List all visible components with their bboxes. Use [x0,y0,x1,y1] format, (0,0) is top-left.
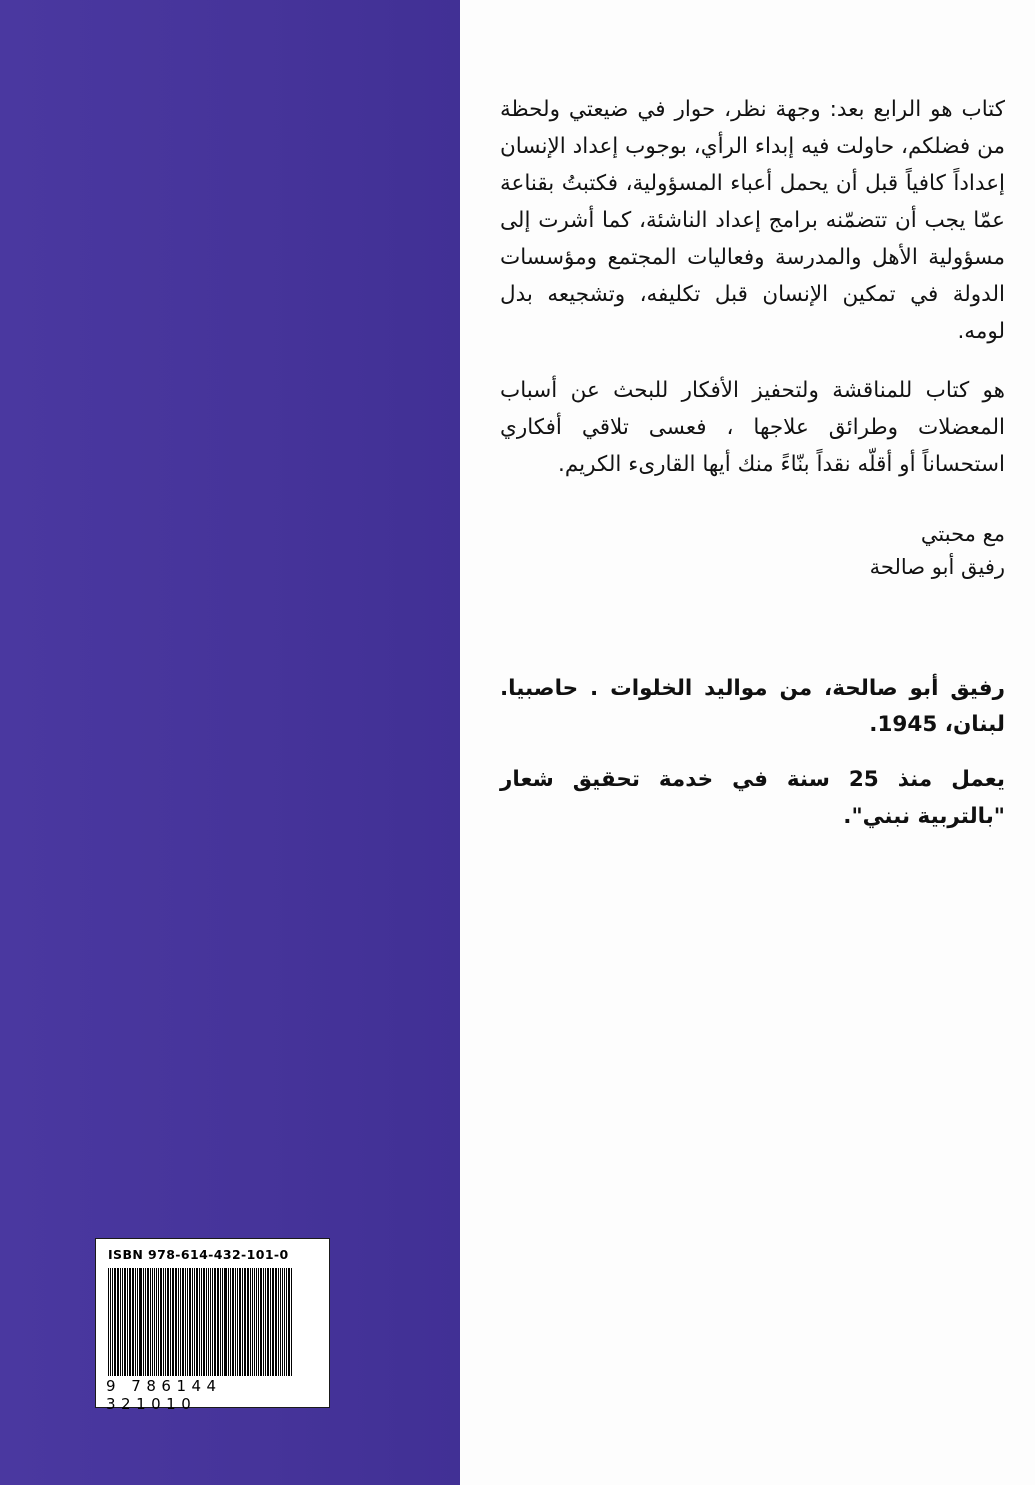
author-bio-line-1: رفيق أبو صالحة، من مواليد الخلوات . حاصبيا. لبنان، 1945. [500,675,1005,738]
blurb-paragraph-2: هو كتاب للمناقشة ولتحفيز الأفكار للبحث عن أسباب المعضلات وطرائق علاجها ، فعسى تلاقي أفكاري استحساناً أو أقلّه نقداً بنّاءً منك أيها القارىء الكريم. [500,377,1005,477]
signature-author-name: رفيق أبو صالحة [869,555,1005,580]
barcode-bars [108,1268,321,1376]
barcode-digits: 9 786144 321010 [106,1377,222,1413]
barcode-block [95,1238,330,1413]
author-bio [500,671,1005,835]
back-cover-text [500,92,1005,853]
author-bio-line-2: يعمل منذ 25 سنة في خدمة تحقيق شعار "بالتربية نبني". [500,766,1006,829]
signature-block [500,518,1005,585]
isbn-label: ISBN 978-614-432-101-0 [108,1247,289,1262]
back-cover-panel [460,0,1035,1485]
blurb-paragraph-1: كتاب هو الرابع بعد: وجهة نظر، حوار في ضيعتي ولحظة من فضلكم، حاولت فيه إبداء الرأي، بوجوب إعداد الإنسان إعداداً كافياً قبل أن يحمل أعباء المسؤولية، فكتبتُ بقناعة عمّا يجب أن تتضمّنه برامج إعداد الناشئة، كما أشرت إلى مسؤولية الأهل والمدرسة وفعاليات المجتمع ومؤسسات الدولة في تمكين الإنسان قبل تكليفه، وتشجيعه بدل لومه. [500,97,1005,344]
signature-closing: مع محبتي [920,521,1005,546]
